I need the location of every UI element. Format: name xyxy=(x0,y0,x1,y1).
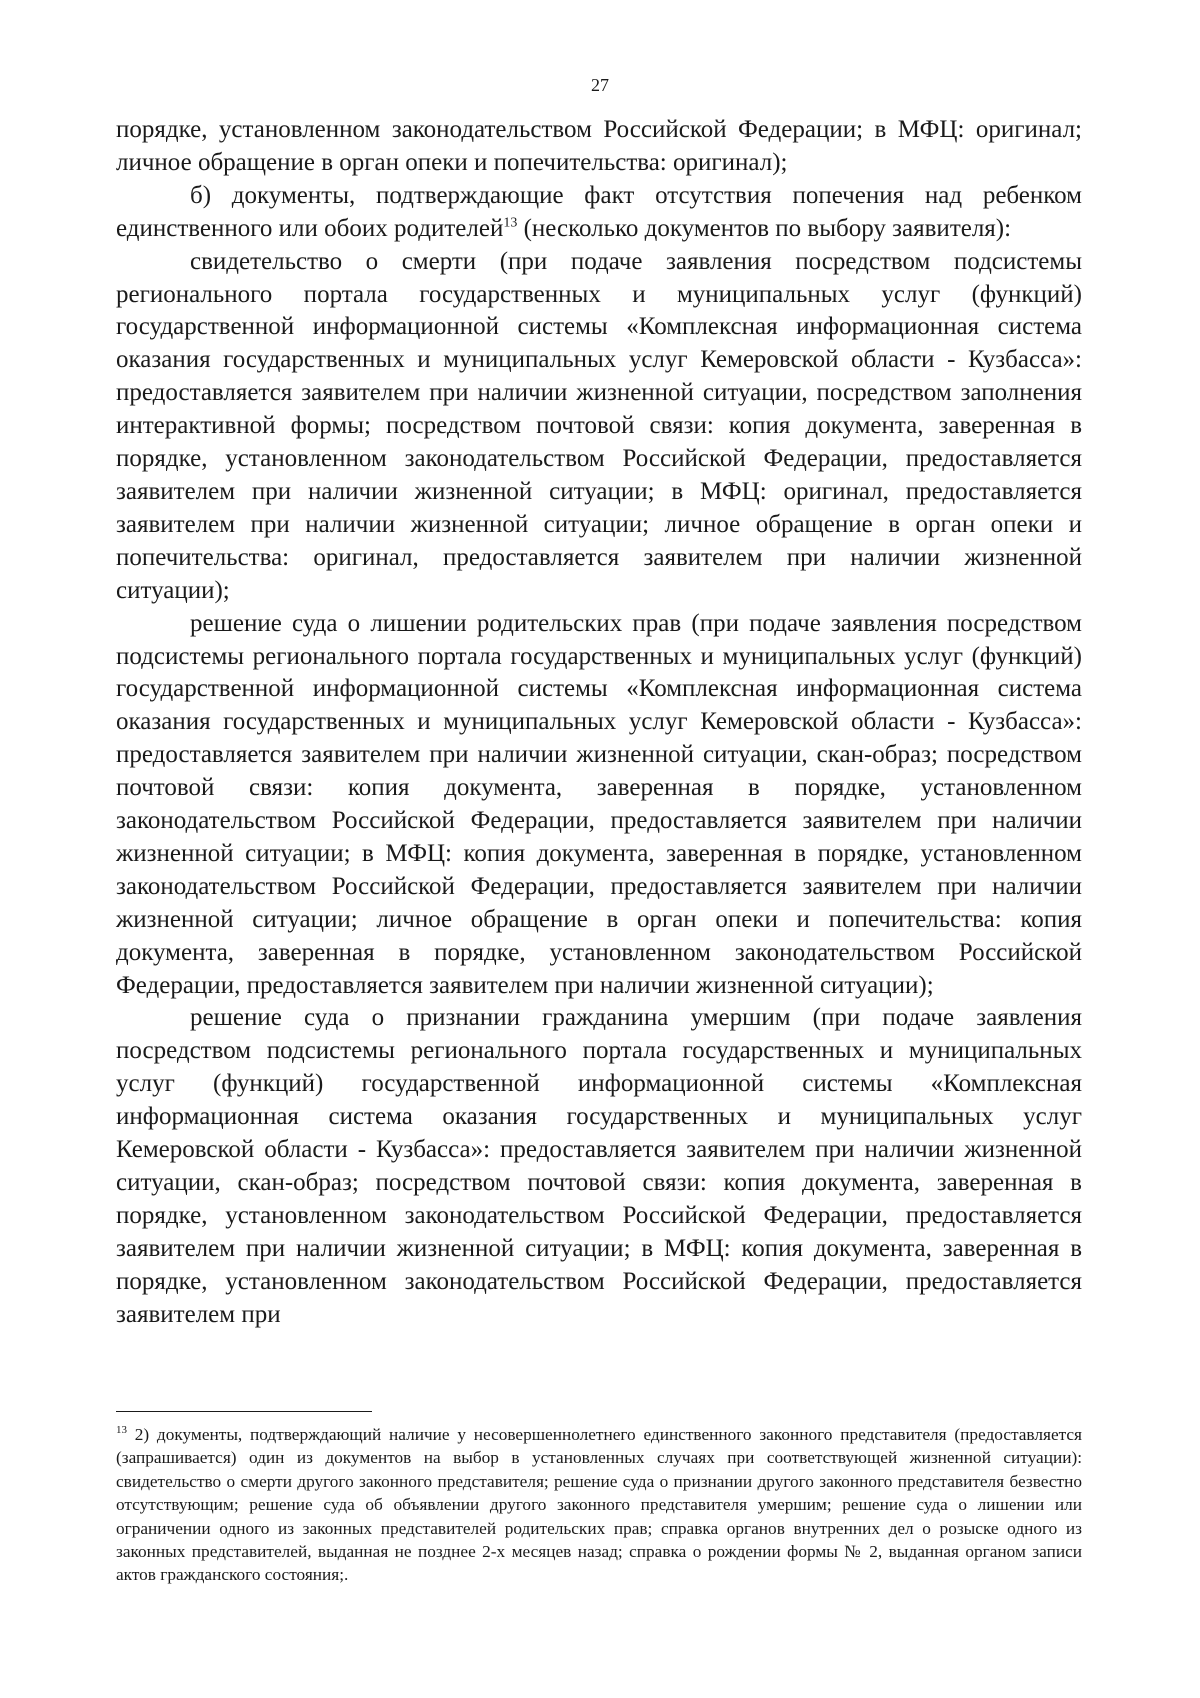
paragraph-item-b-text: б) документы, подтверждающие факт отсутствия попечения над ребенком единственного или обоих родителей xyxy=(116,181,1082,242)
paragraph-death-certificate: свидетельство о смерти (при подаче заявления посредством подсистемы регионального портала государственных и муниципальных услуг (функций) государственной информационной системы «Комплексная информационная система оказания государственных и муниципальных услуг Кемеровской области - Кузбасса»: предоставляется заявителем при наличии жизненной ситуации, посредством заполнения интерактивной формы; посредством почтовой связи: копия документа, заверенная в порядке, установленном законодательством Российской Федерации, предоставляется заявителем при наличии жизненной ситуации; в МФЦ: оригинал, предоставляется заявителем при наличии жизненной ситуации; личное обращение в орган опеки и попечительства: оригинал, предоставляется заявителем при наличии жизненной ситуации); xyxy=(116,247,1082,604)
footnote-text: 2) документы, подтверждающий наличие у несовершеннолетнего единственного законного представителя (предоставляется (запрашивается) один из документов на выбор в установленных случаях при соответствующей жизненной ситуации): свидетельство о смерти другого законного представителя; решение суда о признании другого законного представителя безвестно отсутствующим; решение суда об объявлении другого законного представителя умершим; решение суда о лишении или ограничении одного из законных представителей родительских прав; справка органов внутренних дел о розыске одного из законных представителей, выданная не позднее 2-х месяцев назад; справка о рождении формы № 2, выданная органом записи актов гражданского состояния;. xyxy=(116,1425,1082,1585)
page-number: 27 xyxy=(591,75,609,95)
footnote xyxy=(116,1423,1082,1587)
paragraph-deceased-decision: решение суда о признании гражданина умершим (при подаче заявления посредством подсистемы регионального портала государственных и муниципальных услуг (функций) государственной информационной системы «Комплексная информационная система оказания государственных и муниципальных услуг Кемеровской области - Кузбасса»: предоставляется заявителем при наличии жизненной ситуации, скан-образ; посредством почтовой связи: копия документа, заверенная в порядке, установленном законодательством Российской Федерации, предоставляется заявителем при наличии жизненной ситуации; в МФЦ: копия документа, заверенная в порядке, установленном законодательством Российской Федерации, предоставляется заявителем при xyxy=(116,1004,1082,1328)
paragraph-continuation: порядке, установленном законодательством Российской Федерации; в МФЦ: оригинал; личное обращение в орган опеки и попечительства: оригинал); xyxy=(116,116,1082,176)
paragraph-item-b-tail: (несколько документов по выбору заявителя): xyxy=(517,214,1012,242)
body-text xyxy=(116,114,1082,1332)
paragraph-item-b xyxy=(116,180,1082,246)
footnote-reference[interactable]: 13 xyxy=(503,215,518,231)
paragraph-deprivation-decision: решение суда о лишении родительских прав (при подаче заявления посредством подсистемы регионального портала государственных и муниципальных услуг (функций) государственной информационной системы «Комплексная информационная система оказания государственных и муниципальных услуг Кемеровской области - Кузбасса»: предоставляется заявителем при наличии жизненной ситуации, скан-образ; посредством почтовой связи: копия документа, заверенная в порядке, установленном законодательством Российской Федерации, предоставляется заявителем при наличии жизненной ситуации; в МФЦ: копия документа, заверенная в порядке, установленном законодательством Российской Федерации, предоставляется заявителем при наличии жизненной ситуации; личное обращение в орган опеки и попечительства: копия документа, заверенная в порядке, установленном законодательством Российской Федерации, предоставляется заявителем при наличии жизненной ситуации); xyxy=(116,609,1082,999)
footnote-separator xyxy=(116,1411,372,1412)
footnote-mark: 13 xyxy=(116,1424,127,1437)
